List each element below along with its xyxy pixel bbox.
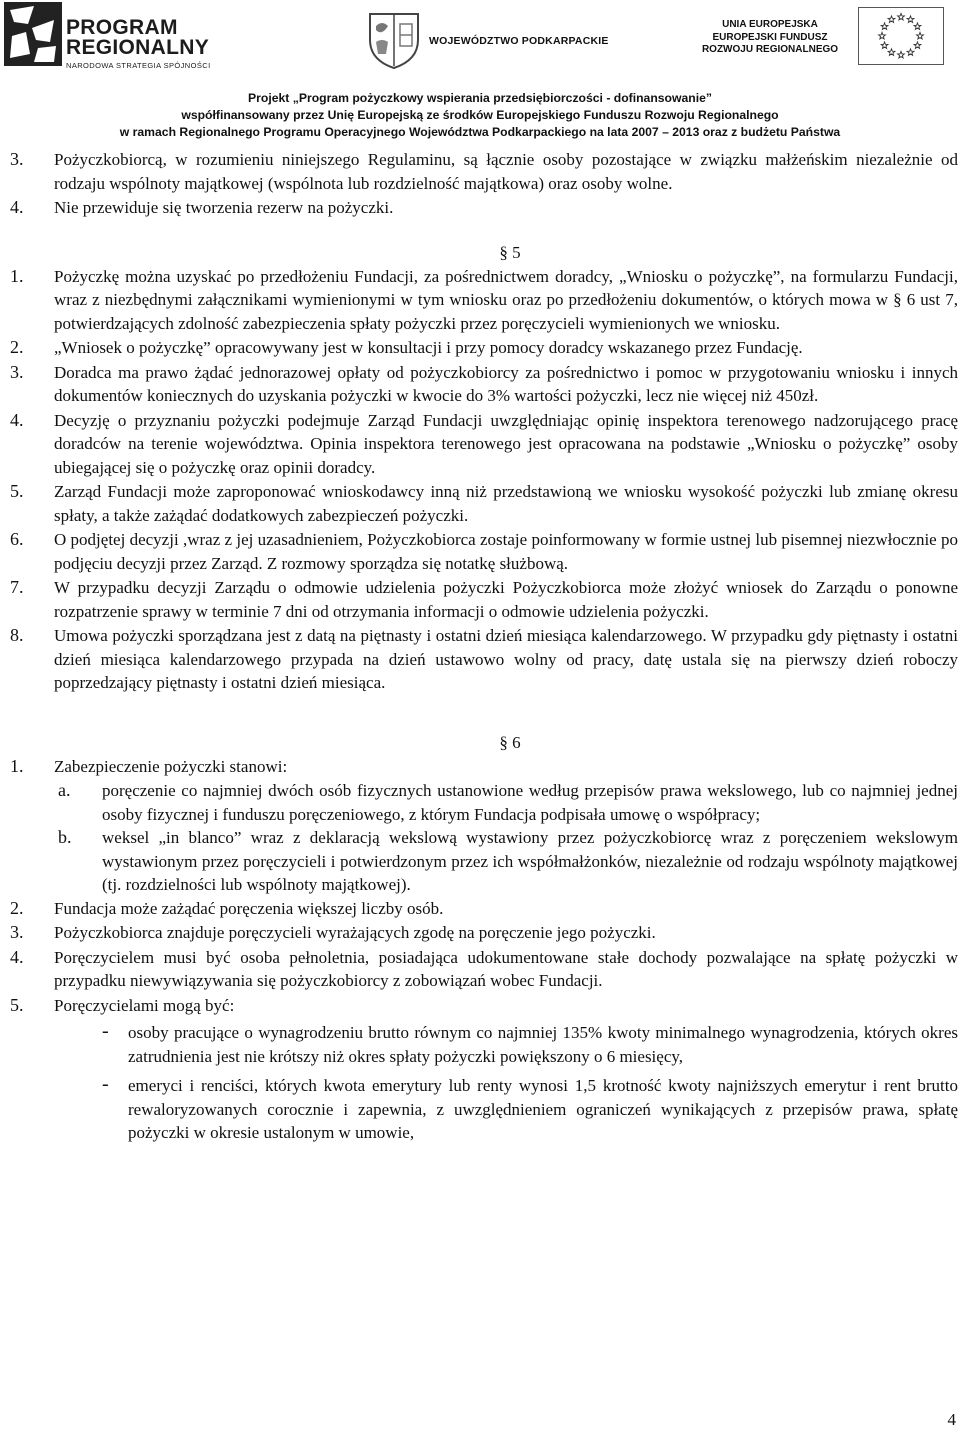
program-regionalny-logo (4, 2, 62, 66)
project-banner (0, 90, 960, 141)
item-number: 5. (10, 994, 24, 1015)
eu-label: UNIA EUROPEJSKA (722, 19, 818, 30)
sub-item (0, 779, 960, 826)
item-text: Fundacja może zażądać poręczenia większej liczby osób. (54, 898, 444, 918)
voivodeship-label: WOJEWÓDZTWO PODKARPACKIE (429, 35, 609, 47)
item-text: Poręczycielem musi być osoba pełnoletnia, posiadająca udokumentowane stałe dochody pozwalające na spłatę pożyczki w przypadku niewywiązywania się pożyczkobiorcy z zobowiązań wobec Fundacji. (54, 947, 958, 990)
sub-item (0, 826, 960, 897)
eu-fund-label (690, 19, 850, 57)
item-number: 1. (10, 265, 24, 286)
dash-item (0, 1074, 960, 1145)
item-text: poręczenie co najmniej dwóch osób fizycznych ustanowione według przepisów prawa wekslowego, lub co najmniej jednej osoby fizycznej i funduszu poręczeniowego, z którym Fundacja podpisała umowę o współpracy; (102, 781, 958, 824)
item-text: O podjętej decyzji ,wraz z jej uzasadnieniem, Pożyczkobiorca zostaje poinformowany w formie ustnej lub pisemnej niezwłocznie po podjęciu decyzji przez Zarząd. Z rozmowy sporządza się notatkę służbową. (54, 530, 958, 573)
project-title: Projekt „Program pożyczkowy wspierania przedsiębiorczości - dofinansowanie” (248, 91, 712, 105)
item-text: W przypadku decyzji Zarządu o odmowie udzielenia pożyczki Pożyczkobiorca może złożyć wniosek do Zarządu o ponowne rozpatrzenie sprawy w terminie 7 dni od otrzymania informacji o odmowie udzielenia pożyczki. (54, 578, 958, 621)
list-item (0, 528, 960, 575)
page-number: 4 (947, 1410, 956, 1429)
item-number: 2. (10, 897, 24, 918)
item-number: 4. (10, 197, 24, 217)
item-number: 2. (10, 337, 24, 357)
eu-flag-icon (858, 7, 944, 65)
item-text: Doradca ma prawo żądać jednorazowej opłaty od pożyczkobiorcy za pośrednictwo i pomoc w przygotowaniu wniosku i innych dokumentów koniecznych do uzyskania pożyczki w kwocie do 3% wartości pożyczki, lecz nie więcej niż 450zł. (54, 362, 958, 405)
item-number: 6. (10, 529, 24, 549)
item-number: 3. (10, 922, 24, 942)
item-number: 4. (10, 409, 24, 430)
item-text: Umowa pożyczki sporządzana jest z datą na piętnasty i ostatni dzień miesiąca kalendarzowego. W przypadku gdy piętnasty i ostatni dzień miesiąca kalendarzowego przypada na dzień ustawowo wolny od pracy, datę ustala się na pierwszy dzień roboczy poprzedzający piętnasty i ostatni dzień miesiąca. (54, 626, 958, 692)
fund-label-2: ROZWOJU REGIONALNEGO (701, 44, 839, 55)
item-text: Pożyczkobiorcą, w rozumieniu niniejszego Regulaminu, są łącznie osoby pozostające w związku małżeńskim niezależnie od rodzaju wspólnoty majątkowej (wspólnota lub rozdzielność majątkowa) oraz osoby wolne. (54, 150, 958, 193)
program-regionalny-wordmark (66, 18, 211, 70)
item-text: Zabezpieczenie pożyczki stanowi: (54, 756, 288, 776)
item-number: 3. (10, 361, 24, 382)
item-number: 4. (10, 946, 24, 967)
voivodeship-crest-icon (368, 10, 420, 70)
item-letter: b. (58, 827, 72, 847)
list-item (0, 265, 960, 336)
item-number: 7. (10, 577, 24, 597)
item-text: Poręczycielami mogą być: (54, 995, 235, 1015)
list-item (0, 624, 960, 695)
list-item (0, 480, 960, 527)
item-text: Zarząd Fundacji może zaproponować wnioskodawcy inną niż przedstawioną we wniosku wysokość pożyczki lub zmianę okresu spłaty, a także zażądać dodatkowych zabezpieczeń pożyczki. (54, 482, 958, 525)
list-item (0, 336, 960, 360)
project-cofinance: współfinansowany przez Unię Europejską ze środków Europejskiego Funduszu Rozwoju Regionalnego (181, 108, 779, 122)
item-text: Pożyczkobiorca znajduje poręczycieli wyrażających zgodę na poręczenie jego pożyczki. (54, 923, 656, 942)
list-item (0, 576, 960, 623)
list-item (0, 361, 960, 408)
item-text: Decyzję o przyznaniu pożyczki podejmuje Zarząd Fundacji uwzględniając opinię inspektora terenowego nadzorującego pracę doradców na terenie województwa. Opinia inspektora terenowego jest opracowana na podstawie „Wniosku o pożyczkę” osoby ubiegającej się o pożyczkę oraz opinii doradcy. (54, 410, 958, 477)
list-item (0, 897, 960, 921)
item-text: Pożyczkę można uzyskać po przedłożeniu Fundacji, za pośrednictwem doradcy, „Wniosku o pożyczkę”, na formularzu Fundacji, wraz z niezbędnymi załącznikami wymienionymi w tym wniosku oraz po przedłożeniu dokumentów, o których mowa w § 6 ust 7, potwierdzających zdolność zabezpieczenia spłaty pożyczki przez poręczycieli wymienionych we wniosku. (54, 266, 958, 333)
item-text: Nie przewiduje się tworzenia rezerw na pożyczki. (54, 198, 394, 217)
dash-mark: - (102, 1020, 109, 1042)
list-item (0, 921, 960, 945)
section-heading-6: § 6 (499, 732, 521, 752)
fund-label: EUROPEJSKI FUNDUSZ (712, 31, 828, 43)
list-item (0, 196, 960, 220)
item-text: weksel „in blanco” wraz z deklaracją wekslową wystawiony przez pożyczkobiorcę wraz z poręczeniem wekslowym wystawionym przez poręczycieli i potwierdzonym przez ich współmałżonków, niezależnie od rodzaju wspólnoty majątkowej (tj. rozdzielności lub wspólnoty majątkowej). (102, 828, 958, 894)
list-item (0, 994, 960, 1018)
item-letter: a. (58, 780, 71, 800)
document-body (0, 148, 960, 1151)
item-number: 5. (10, 481, 24, 501)
dash-item (0, 1021, 960, 1068)
item-text: emeryci i renciści, których kwota emerytury lub renty wynosi 1,5 krotność kwoty najniższych emerytur i rent brutto rewaloryzowanych corocznie i zapewnia, z uwzględnieniem ograniczeń wynikających z przepisów prawa, spłatę pożyczki w okresie ustalonym w umowie, (128, 1076, 958, 1142)
item-number: 3. (10, 149, 24, 169)
strategy-label: NARODOWA STRATEGIA SPÓJNOŚCI (66, 61, 211, 70)
item-number: 8. (10, 625, 24, 645)
regionalny-label: REGIONALNY (66, 36, 210, 59)
program-label: PROGRAM (66, 16, 178, 39)
dash-mark: - (102, 1073, 109, 1095)
project-program: w ramach Regionalnego Programu Operacyjnego Województwa Podkarpackiego na lata 2007 – 2013 oraz z budżetu Państwa (119, 125, 841, 139)
list-item (0, 148, 960, 195)
list-item (0, 409, 960, 480)
item-number: 1. (10, 755, 24, 776)
list-item (0, 946, 960, 993)
page-header (0, 0, 960, 140)
section-heading-5: § 5 (499, 242, 521, 262)
item-text: osoby pracujące o wynagrodzeniu brutto równym co najmniej 135% kwoty minimalnego wynagrodzenia, których okres zatrudnienia jest nie krótszy niż okres spłaty pożyczki powiększony o 6 miesięcy, (128, 1023, 958, 1066)
item-text: „Wniosek o pożyczkę” opracowywany jest w konsultacji i przy pomocy doradcy wskazanego przez Fundację. (54, 338, 803, 357)
list-item (0, 755, 960, 779)
